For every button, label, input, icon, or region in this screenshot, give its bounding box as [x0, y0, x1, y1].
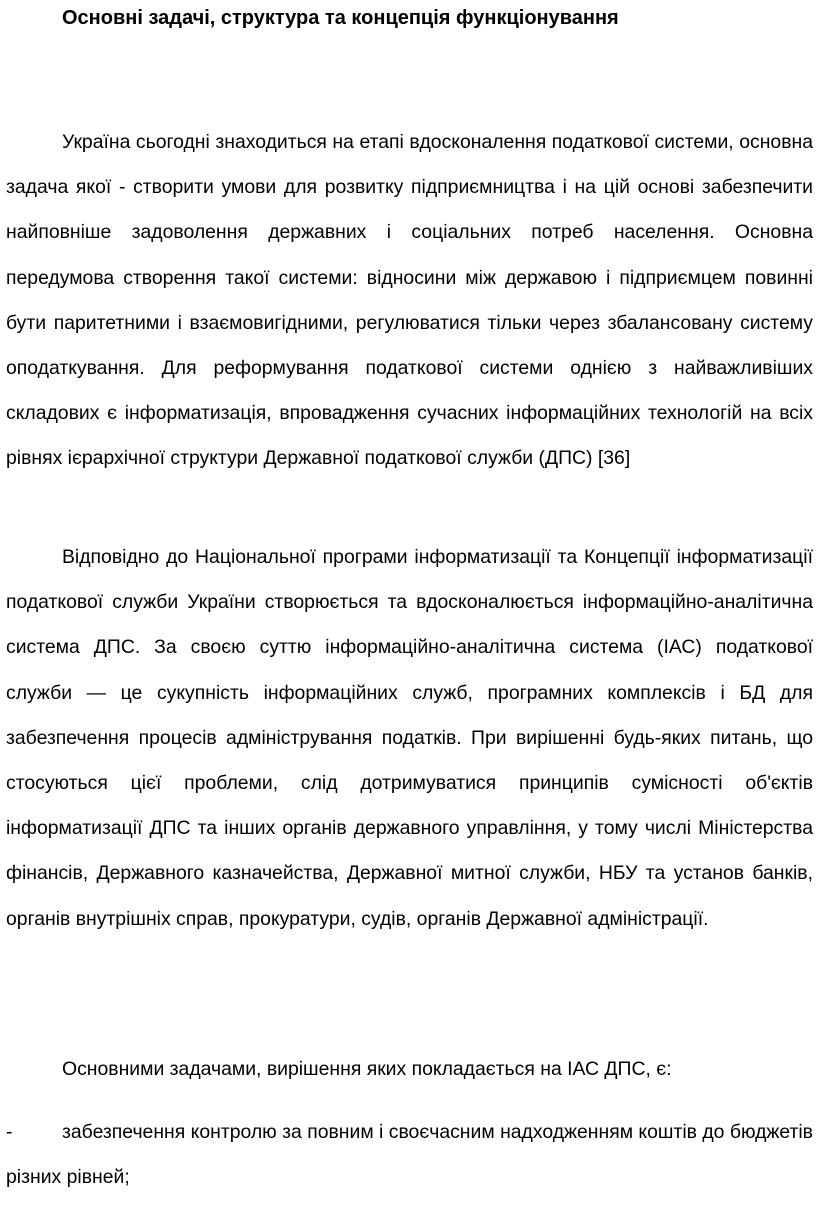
paragraph-ias-description: Відповідно до Національної програми інформатизації та Концепції інформатизації податкової служби України створюється та вдосконалюється інформаційно-аналітична система ДПС. За своєю суттю інформаційно-аналітична система (ІАС) податкової служби — це сукупність інформаційних служб, програмних комплексів і БД для забезпечення процесів адміністрування податків. При вирішенні будь-яких питань, що стосуються цієї проблеми, слід дотримуватися принципів сумісності об'єктів інформатизації ДПС та інших органів державного управління, у тому числі Міністерства фінансів, Державного казначейства, Державної митної служби, НБУ та установ банків, органів внутрішніх справ, прокуратури, судів, органів Державної адміністрації. [6, 546, 813, 930]
document-title: Основні задачі, структура та концепція функціонування [62, 7, 619, 29]
list-item-text: забезпечення контролю за повним і своєчасним надходженням коштів до бюджетів різних рівней; [6, 1121, 813, 1189]
paragraph-tasks-lead: Основними задачами, вирішення яких покладається на ІАС ДПС, є: [62, 1058, 672, 1080]
list-bullet: - [6, 1121, 13, 1143]
list-item [6, 1110, 813, 1200]
paragraph-intro: Україна сьогодні знаходиться на етапі вдосконалення податкової системи, основна задача якої - створити умови для розвитку підприємництва і на цій основі забезпечити найповніше задоволення державних і соціальних потреб населення. Основна передумова створення такої системи: відносини між державою і підприємцем повинні бути паритетними і взаємовигідними, регулюватися тільки через збалансовану систему оподаткування. Для реформування податкової системи однією з найважливіших складових є інформатизація, впровадження сучасних інформаційних технологій на всіх рівнях ієрархічної структури Державної податкової служби (ДПС) [36] [6, 131, 813, 470]
